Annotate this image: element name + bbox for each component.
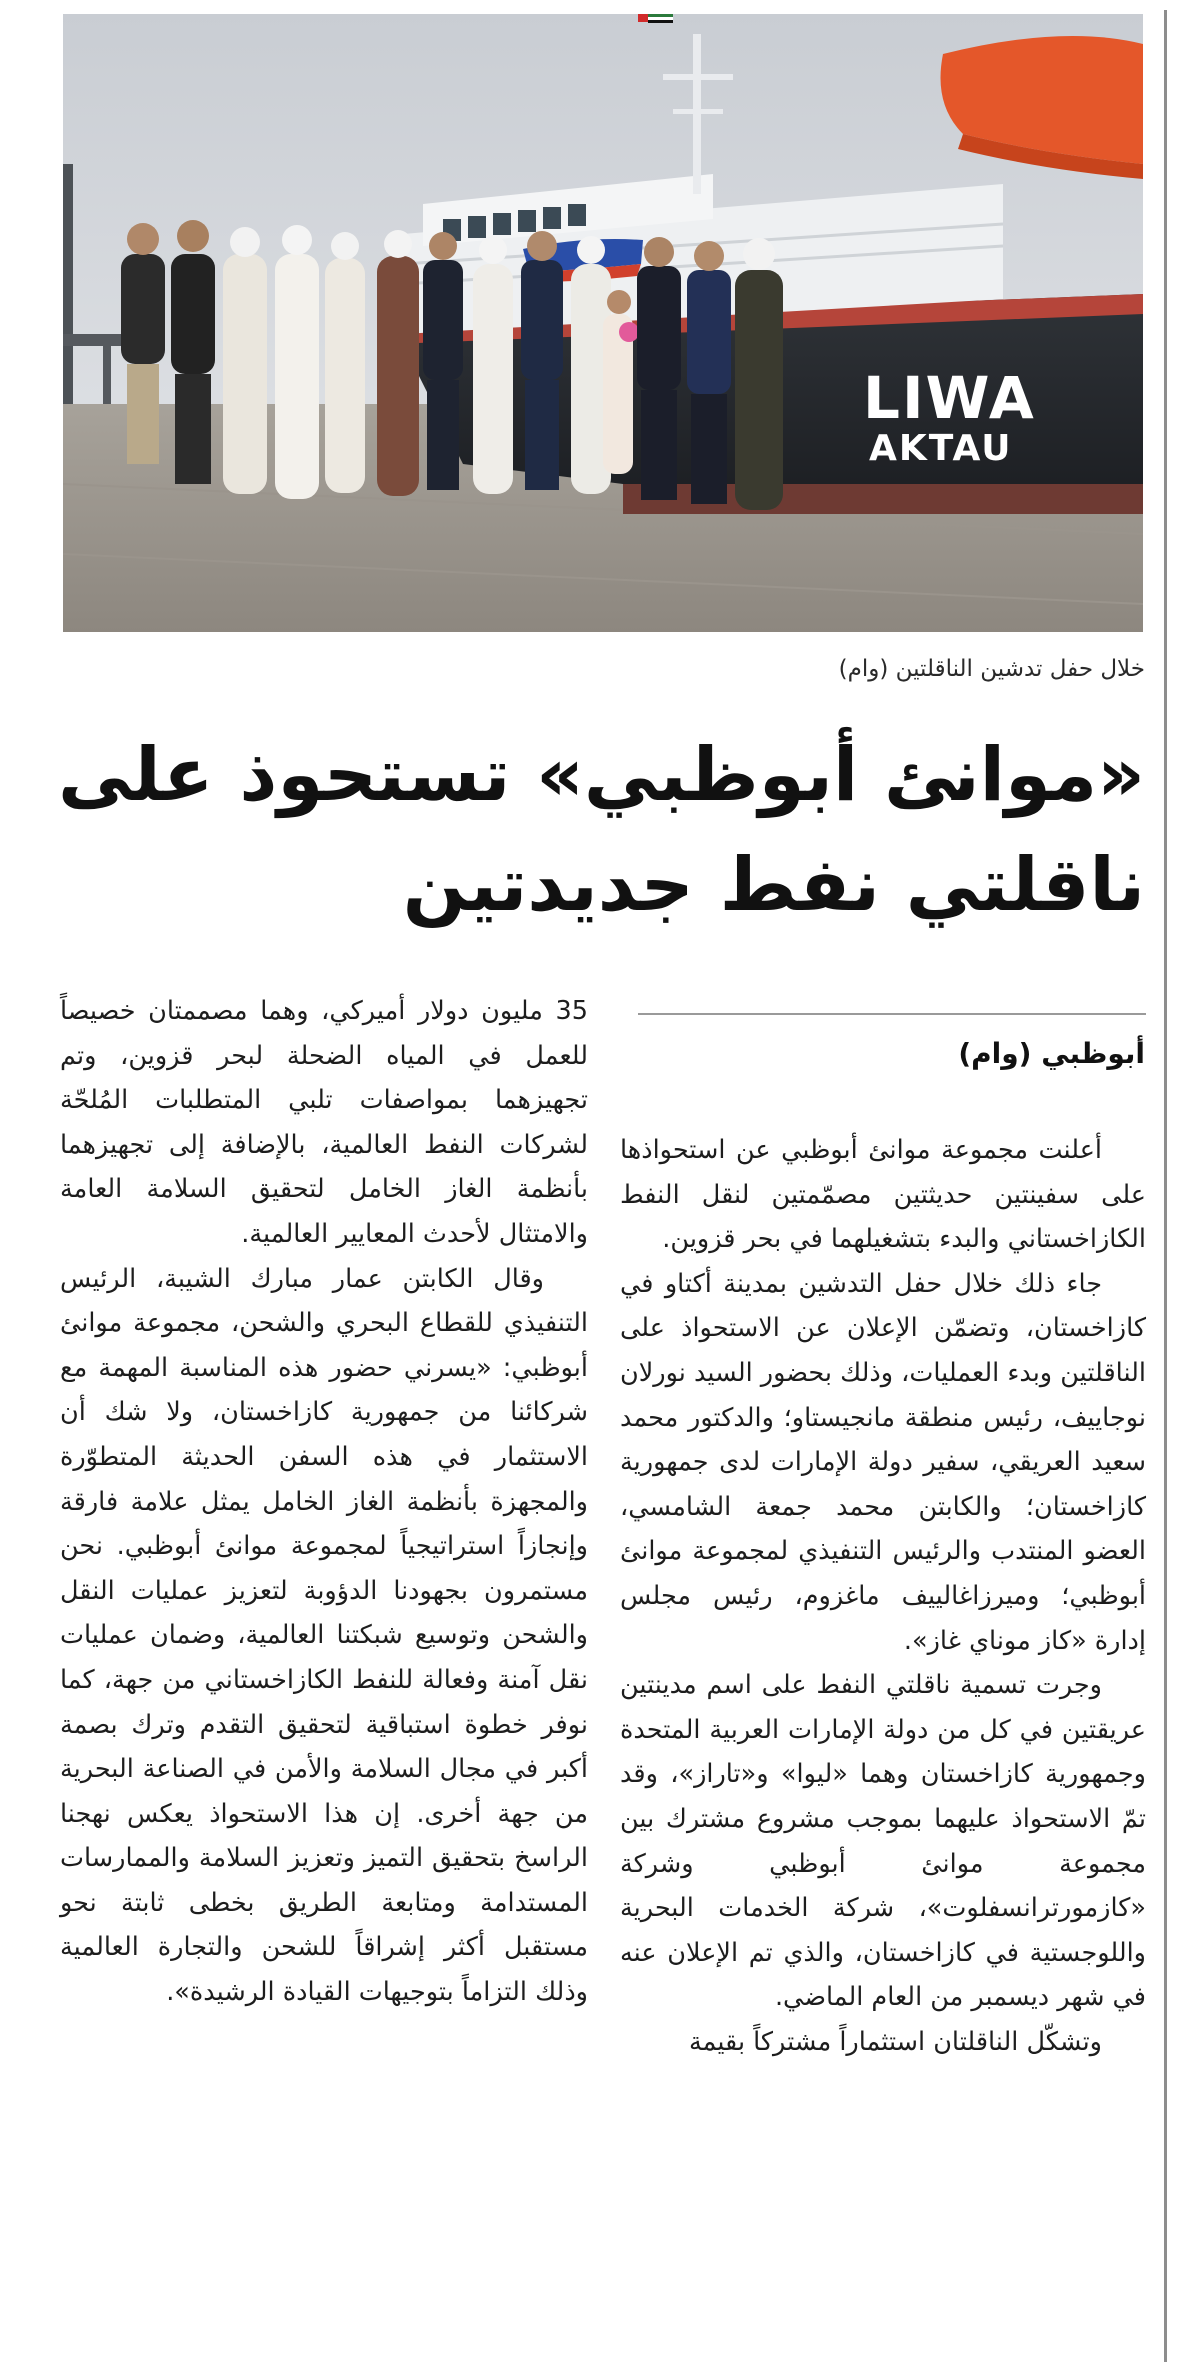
headline xyxy=(57,720,1145,940)
article-column-right xyxy=(620,1128,1146,2064)
ship-name-liwa: LIWA xyxy=(863,364,1036,432)
article-column-left xyxy=(60,989,588,2015)
paragraph: جاء ذلك خلال حفل التدشين بمدينة أكتاو في كازاخستان، وتضمّن الإعلان عن الاستحواذ على الناقلتين وبدء العمليات، وذلك بحضور السيد نورلان نوجاييف، رئيس منطقة مانجيستاو؛ والدكتور محمد سعيد العريقي، سفير دولة الإمارات لدى جمهورية كازاخستان؛ والكابتن محمد جمعة الشامسي، العضو المنتدب والرئيس التنفيذي لمجموعة موانئ أبوظبي؛ وميرزاغالييف ماغزوم، رئيس مجلس إدارة «كاز موناي غاز». xyxy=(620,1268,1146,1656)
paragraph: وقال الكابتن عمار مبارك الشيبة، الرئيس التنفيذي للقطاع البحري والشحن، مجموعة موانئ أبوظبي: «يسرني حضور هذه المناسبة المهمة مع شركائنا من جمهورية كازاخستان، ولا شك أن الاستثمار في هذه السفن الحديثة المتطوّرة والمجهزة بأنظمة الغاز الخامل يمثل علامة فارقة وإنجازاً استراتيجياً لمجموعة موانئ أبوظبي. نحن مستمرون بجهودنا الدؤوبة لتعزيز عمليات النقل والشحن وتوسيع شبكتنا العالمية، وضمان عمليات نقل آمنة وفعالة للنفط الكازاخستاني من جهة، كما نوفر خطوة استباقية لتحقيق التقدم وترك بصمة أكبر في مجال السلامة والأمن في الصناعة البحرية من جهة أخرى. إن هذا الاستحواذ يعكس نهجنا الراسخ بتحقيق التميز وتعزيز السلامة والممارسات المستدامة ومتابعة الطريق بخطى ثابتة نحو مستقبل أكثر إشراقاً للشحن والتجارة العالمية وذلك التزاماً بتوجيهات القيادة الرشيدة». xyxy=(60,1263,588,2008)
ship-name-aktau: AKTAU xyxy=(869,428,1013,469)
article-photo xyxy=(63,14,1143,632)
page-edge-rule xyxy=(1164,10,1167,2362)
ship-ceremony-illustration xyxy=(63,14,1143,632)
headline-line-2: ناقلتي نفط جديدتين xyxy=(402,842,1145,928)
headline-line-1: «موانئ أبوظبي» تستحوذ على xyxy=(57,732,1145,818)
paragraph: أعلنت مجموعة موانئ أبوظبي عن استحواذها على سفينتين حديثتين مصمّمتين لنقل النفط الكازاخستاني والبدء بتشغيلهما في بحر قزوين. xyxy=(620,1135,1146,1255)
photo-caption: خلال حفل تدشين الناقلتين (وام) xyxy=(838,656,1145,682)
byline: أبوظبي (وام) xyxy=(958,1037,1145,1070)
paragraph: وتشكّل الناقلتان استثماراً مشتركاً بقيمة xyxy=(688,2026,1102,2057)
byline-rule xyxy=(638,1013,1146,1015)
paragraph: 35 مليون دولار أميركي، وهما مصممتان خصيصاً للعمل في المياه الضحلة لبحر قزوين، وتم تجهيزهما بمواصفات تلبي المتطلبات المُلحّة لشركات النفط العالمية، بالإضافة إلى تجهيزهما بأنظمة الغاز الخامل لتحقيق السلامة العامة والامتثال لأحدث المعايير العالمية. xyxy=(60,996,588,1249)
paragraph: وجرت تسمية ناقلتي النفط على اسم مدينتين عريقتين في كل من دولة الإمارات العربية المتحدة وجمهورية كازاخستان وهما «ليوا» و«تاراز»، وقد تمّ الاستحواذ عليهما بموجب مشروع مشترك بين مجموعة موانئ أبوظبي وشركة «كازمورترانسفلوت»، شركة الخدمات البحرية واللوجستية في كازاخستان، والذي تم الإعلان عنه في شهر ديسمبر من العام الماضي. xyxy=(620,1670,1146,2013)
